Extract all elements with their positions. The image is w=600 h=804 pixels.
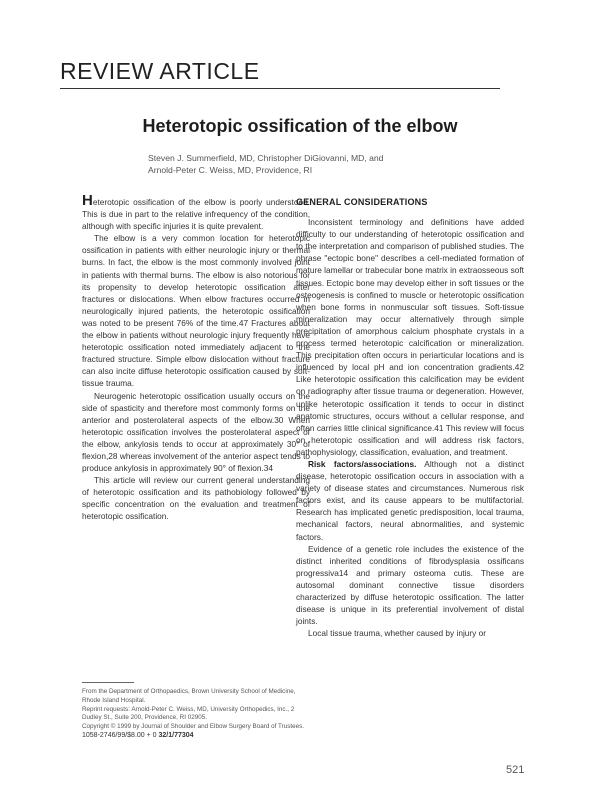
footnotes (82, 688, 310, 741)
body-paragraph: Evidence of a genetic role includes the existence of the distinct inherited conditions of fibrodysplasia ossificans progressiva14 and primary osteoma cutis. These are autosomal dominant connective tissue disorders characterized by diffuse heterotopic ossification. The latter disease is unique in its preferential involvement of distal joints. (296, 543, 524, 627)
body-paragraph: The elbow is a very common location for heterotopic ossification in patients with either neurologic injury or thermal burns. In fact, the elbow is the most commonly involved joint in patients with thermal burns. The elbow is also notorious for its propensity to develop heterotopic ossification after fractures or dislocations. When elbow fractures occurred in neurologically injured patients, the heterotopic ossification was noted to be present 76% of the time.47 Fractures about the elbow in patients without neurologic injury frequently have heterotopic ossification noted immediately adjacent to the fractured structure. Simple elbow dislocation without fracture can also incite diffuse heterotopic ossification caused by soft-tissue trauma. (82, 233, 310, 389)
body-paragraph: Inconsistent terminology and definitions have added difficulty to our understanding of heterotopic ossification and to the interpretation and comparison of published studies. The phrase "ectopic bone" describes a cell-mediated formation of mature lamellar or trabecular bone matrix in extraosseous soft tissues. Ectopic bone may develop either in soft tissues or the osteogenesis is confined to muscle or heterotopic ossification when bone forms in nonmuscular soft tissues. Soft-tissue mineralization may occur alternatively through simple precipitation of amorphous calcium phosphate crystals in a process termed heterotopic calcification or mineralization. This precipitation often occurs in periarticular locations and is influenced by local pH and ion concentration gradients.42 Like heterotopic ossification this calcification may be evident on radiography after tissue trauma or degeneration. However, unlike heterotopic ossification it tends to occur in distinct anatomic structures, occurs without a cellular response, and often carries little clinical significance.41 This review will focus on heterotopic ossification and will address risk factors, pathophysiology, classification, evaluation, and treatment. (296, 217, 524, 457)
paragraph-text: Although not a distinct disease, heterotopic ossification occurs in association with a variety of disease states and circumstances. Numerous risk factors exist, and its cause appears to be multifactorial. Research has implicated genetic predisposition, local trauma, mechanical factors, neural abnormalities, and systemic factors. (296, 458, 524, 542)
author-list (148, 152, 468, 176)
page-number: 521 (506, 764, 525, 776)
section-heading: GENERAL CONSIDERATIONS (296, 197, 428, 207)
body-paragraph: Neurogenic heterotopic ossification usually occurs on the side of spasticity and therefore most commonly forms on the anterior and posterolateral aspects of the elbow.30 When heterotopic ossification involves the posterolateral aspect of the elbow, ankylosis tends to occur at approximately 30° of flexion,28 whereas involvement of the anterior aspect tends to produce ankylosis in approximately 90° of flexion.34 (82, 390, 310, 474)
article-title: Heterotopic ossification of the elbow (142, 116, 458, 136)
reprint-note: Reprint requests: Arnold-Peter C. Weiss, MD, University Orthopedics, Inc., 2 Dudley St., Suite 200, Providence, RI 02905. (82, 705, 295, 722)
copyright-note: Copyright © 1999 by Journal of Shoulder and Elbow Surgery Board of Trustees. (82, 723, 305, 731)
body-paragraph: This article will review our current general understanding of heterotopic ossification and its pathobiology followed by specific concentration on the evaluation and treatment of heterotopic ossification. (82, 475, 310, 522)
intro-paragraph (82, 192, 310, 232)
footnote-rule (82, 682, 134, 683)
left-column (82, 192, 310, 523)
drop-cap: H (82, 192, 93, 209)
author-line: Arnold-Peter C. Weiss, MD, Providence, RI (148, 165, 313, 175)
code-prefix: 1058-2746/99/$8.00 + 0 (82, 731, 157, 739)
author-line: Steven J. Summerfield, MD, Christopher DiGiovanni, MD, and (148, 153, 384, 163)
section-label: REVIEW ARTICLE (60, 58, 260, 84)
header-rule (60, 88, 500, 89)
body-paragraph: Local tissue trauma, whether caused by injury or (308, 628, 487, 639)
paragraph-text: eterotopic ossification of the elbow is poorly understood. This is due in part to the relative infrequency of the condition, although with specific injuries it is quite prevalent. (82, 197, 310, 232)
article-code (82, 732, 310, 741)
affiliation-note: From the Department of Orthopaedics, Brown University School of Medicine, Rhode Island Hospital. (82, 688, 296, 704)
code-id: 32/1/77304 (158, 731, 194, 739)
right-column (296, 196, 524, 639)
subsection-heading: Risk factors/associations. (308, 458, 417, 469)
risk-paragraph (296, 458, 524, 543)
